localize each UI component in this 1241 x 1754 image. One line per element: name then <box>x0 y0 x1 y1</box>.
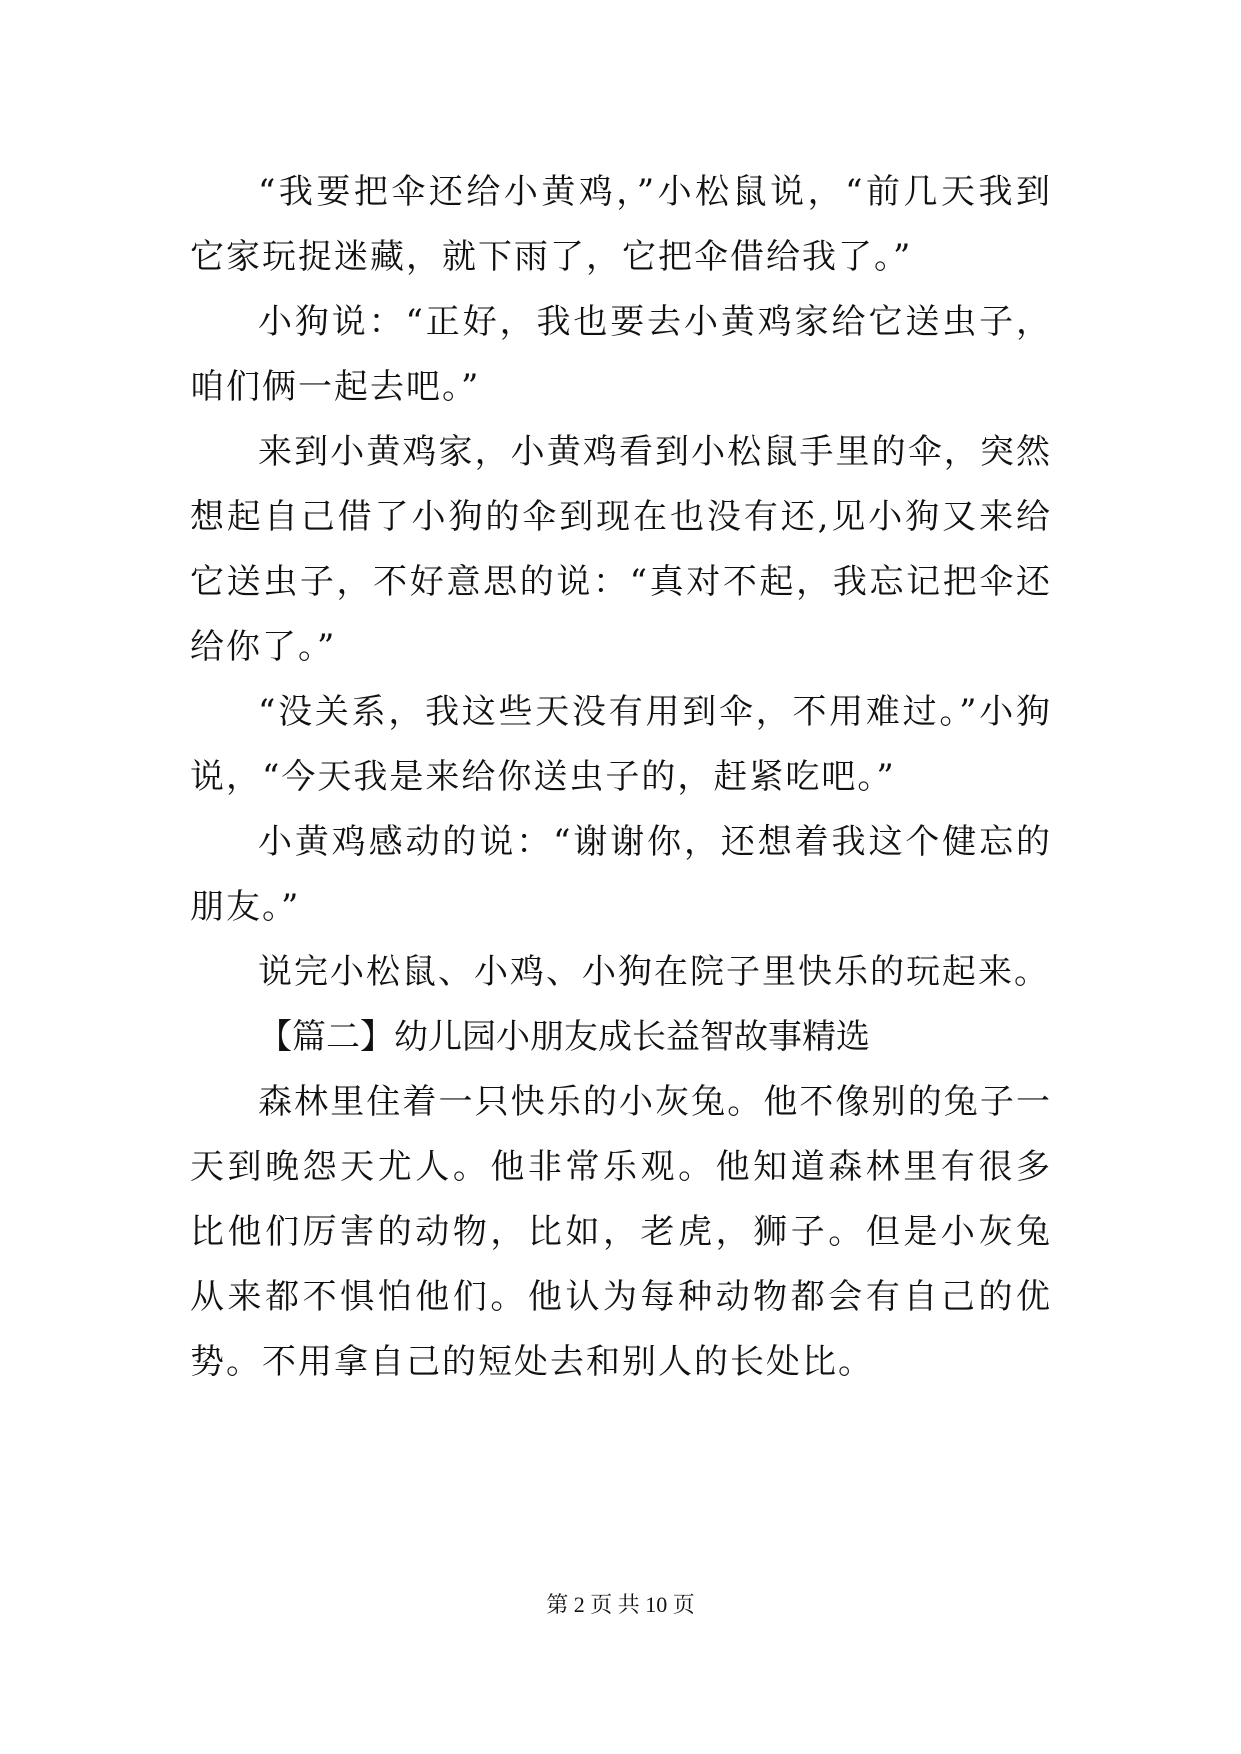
paragraph-chick-thanks: 小黄鸡感动的说：“谢谢你，还想着我这个健忘的朋友。” <box>190 822 1052 927</box>
page-footer: 第 2 页 共 10 页 <box>546 1592 695 1617</box>
document-body <box>190 160 1052 1395</box>
paragraph-no-problem: “没关系，我这些天没有用到伞，不用难过。”小狗说，“今天我是来给你送虫子的，赶紧吃吧。” <box>190 692 1052 797</box>
paragraph-play-together: 说完小松鼠、小鸡、小狗在院子里快乐的玩起来。 <box>258 952 1050 992</box>
paragraph-grey-rabbit: 森林里住着一只快乐的小灰兔。他不像别的兔子一天到晚怨天尤人。他非常乐观。他知道森林里有很多比他们厉害的动物，比如，老虎，狮子。但是小灰兔从来都不惧怕他们。他认为每种动物都会有自己的优势。不用拿自己的短处去和别人的长处比。 <box>190 1082 1052 1382</box>
section-heading: 【篇二】幼儿园小朋友成长益智故事精选 <box>258 1017 870 1057</box>
paragraph-puppy-says: 小狗说：“正好，我也要去小黄鸡家给它送虫子，咱们俩一起去吧。” <box>190 302 1052 407</box>
paragraph-arrive-chick-home: 来到小黄鸡家，小黄鸡看到小松鼠手里的伞，突然想起自己借了小狗的伞到现在也没有还,见小狗又来给它送虫子，不好意思的说：“真对不起，我忘记把伞还给你了。” <box>190 432 1052 667</box>
paragraph-return-umbrella: “我要把伞还给小黄鸡，”小松鼠说，“前几天我到它家玩捉迷藏，就下雨了，它把伞借给我了。” <box>190 172 1052 277</box>
